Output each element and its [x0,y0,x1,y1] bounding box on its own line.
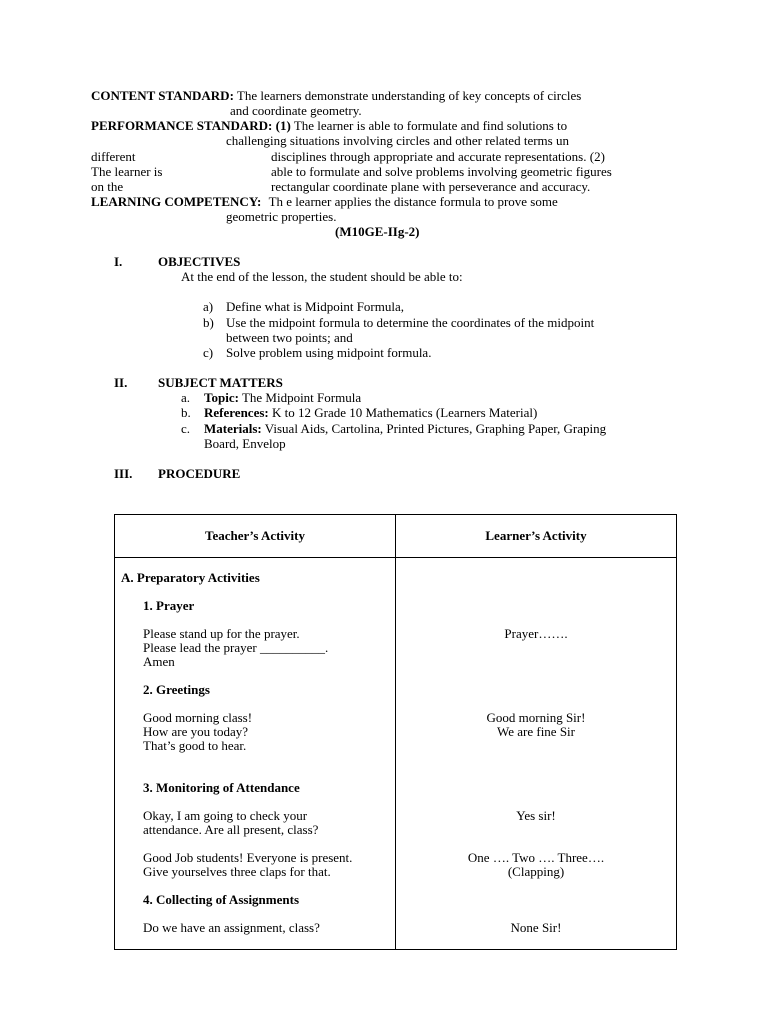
performance-left-fragment: different [91,149,136,164]
section-title-procedure: PROCEDURE [158,466,241,481]
section-title-subject: SUBJECT MATTERS [158,375,283,390]
activity-table [114,514,677,950]
learner-line: Yes sir! [516,808,556,823]
objective-marker: b) [203,315,214,330]
subject-item-label: Topic: [204,390,239,405]
teacher-line: Amen [143,654,175,669]
performance-standard-cont: able to formulate and solve problems involving geometric figures [271,164,612,179]
learner-line: Prayer……. [504,626,568,641]
learner-line: None Sir! [510,920,562,935]
objective-marker: c) [203,345,214,360]
subject-item-label: References: [204,405,269,420]
teacher-line: Please lead the prayer __________. [143,640,329,655]
performance-left-fragment: on the [91,179,124,194]
performance-standard-line [91,118,567,133]
teacher-line: Do we have an assignment, class? [143,920,320,935]
section-title-objectives: OBJECTIVES [158,254,241,269]
objective-text: Use the midpoint formula to determine the coordinates of the midpoint [226,315,595,330]
teacher-line: Please stand up for the prayer. [143,626,300,641]
teacher-line: Give yourselves three claps for that. [143,864,331,879]
teacher-line: How are you today? [143,724,249,739]
activity-title-assignments: 4. Collecting of Assignments [143,892,299,907]
teacher-line: Good Job students! Everyone is present. [143,850,353,865]
performance-standard-cont: rectangular coordinate plane with perseverance and accuracy. [271,179,591,194]
subject-marker: a. [181,390,191,405]
subject-item-materials [204,421,606,436]
subject-item-text: Visual Aids, Cartolina, Printed Pictures, Graphing Paper, Graping [264,421,607,436]
section-number: III. [114,466,133,481]
subject-item-text: The Midpoint Formula [241,390,362,405]
performance-left-fragment: The learner is [91,164,163,179]
performance-standard-cont: challenging situations involving circles and other related terms un [226,133,569,148]
activity-title-greetings: 2. Greetings [143,682,210,697]
subject-item-topic [204,390,361,405]
learning-competency-label: LEARNING COMPETENCY: [91,194,262,209]
table-divider [115,557,676,558]
objective-marker: a) [203,299,214,314]
learning-competency-text: Th e learner applies the distance formula to prove some [268,194,558,209]
learning-competency-line [91,194,558,209]
objective-text-cont: between two points; and [226,330,353,345]
subject-marker: b. [181,405,191,420]
objective-text: Define what is Midpoint Formula, [226,299,405,314]
subject-item-text: K to 12 Grade 10 Mathematics (Learners Material) [271,405,538,420]
learning-competency-cont: geometric properties. [226,209,337,224]
performance-standard-cont: disciplines through appropriate and accurate representations. (2) [271,149,605,164]
teacher-line: attendance. Are all present, class? [143,822,319,837]
objectives-intro: At the end of the lesson, the student should be able to: [181,269,463,284]
subject-item-references [204,405,537,420]
objective-text: Solve problem using midpoint formula. [226,345,432,360]
section-number: I. [114,254,123,269]
teacher-line: Good morning class! [143,710,253,725]
subject-item-label: Materials: [204,421,262,436]
subject-item-cont: Board, Envelop [204,436,286,451]
teacher-line: Okay, I am going to check your [143,808,308,823]
content-standard-cont: and coordinate geometry. [230,103,362,118]
content-standard-text: The learners demonstrate understanding of key concepts of circles [236,88,582,103]
learner-line: One …. Two …. Three…. [467,850,605,865]
performance-standard-label: PERFORMANCE STANDARD: (1) [91,118,291,133]
subject-marker: c. [181,421,191,436]
activity-title-attendance: 3. Monitoring of Attendance [143,780,300,795]
learner-line: Good morning Sir! [486,710,586,725]
content-standard-line [91,88,581,103]
learner-line: (Clapping) [507,864,565,879]
activity-title-prayer: 1. Prayer [143,598,195,613]
competency-code: (M10GE-IIg-2) [335,224,420,239]
table-section-title: A. Preparatory Activities [121,570,260,585]
table-header-learner: Learner’s Activity [485,528,587,543]
content-standard-label: CONTENT STANDARD: [91,88,234,103]
teacher-line: That’s good to hear. [143,738,247,753]
performance-standard-text: The learner is able to formulate and find solutions to [293,118,568,133]
table-divider [395,557,396,949]
learner-line: We are fine Sir [497,724,575,739]
section-number: II. [114,375,128,390]
table-header-teacher: Teacher’s Activity [204,528,305,543]
